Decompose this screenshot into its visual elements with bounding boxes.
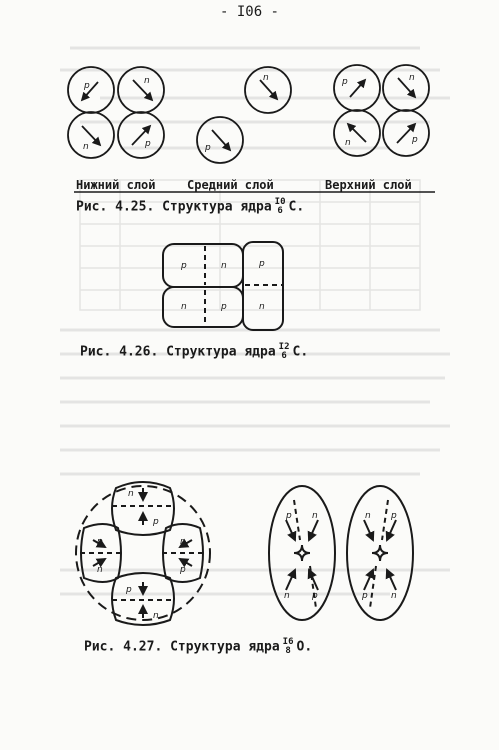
fig-4-26-structure: [163, 242, 283, 330]
svg-text:p: p: [145, 139, 151, 149]
svg-text:p: p: [259, 259, 265, 269]
nuclide-notation: I0 6: [274, 197, 286, 216]
svg-text:p: p: [181, 261, 187, 271]
svg-text:n: n: [153, 611, 159, 621]
svg-text:p: p: [205, 143, 211, 153]
nuclide-notation: I6 8: [282, 637, 294, 656]
svg-text:n: n: [97, 565, 103, 575]
svg-text:n: n: [391, 591, 397, 601]
svg-text:n: n: [144, 76, 150, 86]
fig-4-25-middle-layer: [197, 67, 291, 163]
svg-text:n: n: [128, 489, 134, 499]
svg-text:p: p: [312, 591, 318, 601]
fig-4-25-caption: Рис. 4.25. Структура ядра I0 6 C.: [76, 197, 305, 216]
svg-text:p: p: [84, 81, 90, 91]
svg-text:p: p: [391, 511, 397, 521]
fig-4-26-caption: Рис. 4.26. Структура ядра I2 6 C.: [80, 342, 309, 361]
fig-4-27-round-labels: [96, 489, 186, 621]
fig-4-26-labels: [180, 259, 265, 312]
middle-layer-label: Средний слой: [187, 178, 274, 192]
lower-layer-label: Нижний слой: [76, 178, 156, 192]
upper-layer-label: Верхний слой: [325, 178, 412, 192]
svg-text:p: p: [180, 565, 186, 575]
fig-4-27-round-structure: [76, 482, 210, 625]
svg-text:p: p: [221, 302, 227, 312]
nuclide-notation: I2 6: [278, 342, 290, 361]
svg-text:p: p: [97, 537, 103, 547]
svg-text:n: n: [284, 591, 290, 601]
svg-text:p: p: [286, 511, 292, 521]
svg-text:p: p: [153, 517, 159, 527]
fig-4-27-caption: Рис. 4.27. Структура ядра I6 8 O.: [84, 637, 313, 656]
svg-text:p: p: [362, 591, 368, 601]
page-number: - I06 -: [219, 4, 279, 20]
svg-text:n: n: [221, 261, 227, 271]
svg-text:n: n: [312, 511, 318, 521]
svg-text:p: p: [126, 585, 132, 595]
svg-text:n: n: [83, 142, 89, 152]
svg-text:n: n: [409, 73, 415, 83]
svg-text:n: n: [263, 73, 269, 83]
svg-text:n: n: [345, 138, 351, 148]
svg-text:n: n: [180, 537, 186, 547]
svg-text:n: n: [365, 511, 371, 521]
svg-text:p: p: [342, 77, 348, 87]
svg-text:n: n: [259, 302, 265, 312]
svg-text:n: n: [181, 302, 187, 312]
svg-text:p: p: [412, 135, 418, 145]
